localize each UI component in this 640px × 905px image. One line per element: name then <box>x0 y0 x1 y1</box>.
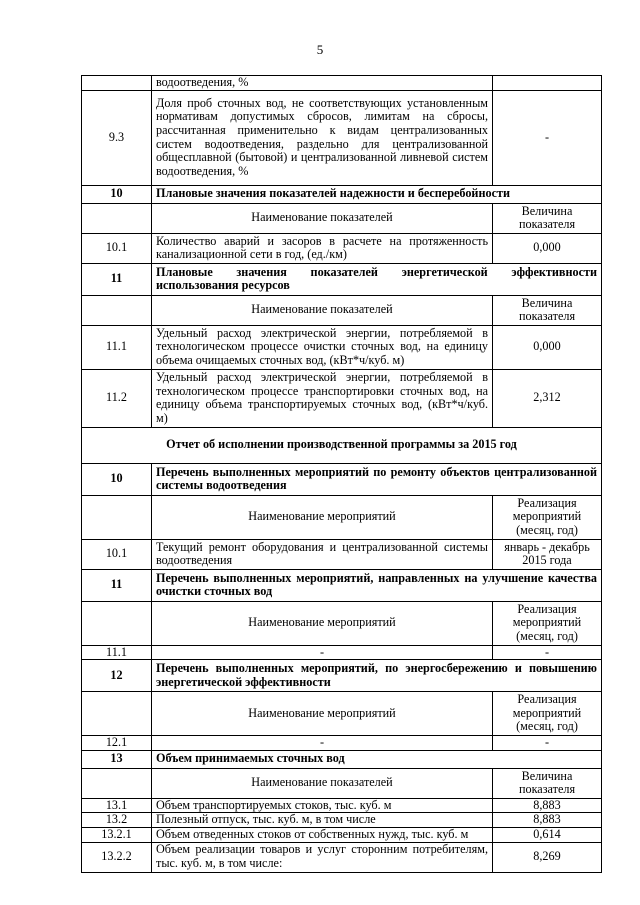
row-number: 11.1 <box>82 645 152 660</box>
page-number: 5 <box>316 42 324 57</box>
indicator-name: водоотведения, % <box>152 76 493 91</box>
header-value: Реализация мероприятий (месяц, год) <box>493 495 602 539</box>
row-number: 10.1 <box>82 233 152 263</box>
row-number: 13.2.1 <box>82 827 152 842</box>
section-row <box>82 263 602 295</box>
indicator-name: Объем транспортируемых стоков, тыс. куб. м <box>152 798 493 813</box>
row-number: 13.2 <box>82 813 152 828</box>
section-title-text: Перечень выполненных мероприятий, направленных на улучшение качества очистки сточных вод <box>156 570 597 599</box>
table-row <box>82 645 602 660</box>
section-title <box>152 660 602 692</box>
header-row <box>82 768 602 798</box>
section-title-text: Перечень выполненных мероприятий, по энергосбережению и повышению энергетической эффективности <box>156 661 597 689</box>
section-row <box>82 750 602 768</box>
program-table <box>81 75 602 873</box>
row-number: 11.1 <box>82 325 152 369</box>
activity-period: - <box>493 645 602 660</box>
activity-name: - <box>152 736 493 751</box>
header-name: Наименование показателей <box>152 295 493 325</box>
header-row <box>82 295 602 325</box>
table-row <box>82 813 602 828</box>
header-value: Величина показателя <box>493 203 602 233</box>
section-row <box>82 660 602 692</box>
header-value: Величина показателя <box>493 295 602 325</box>
header-row <box>82 203 602 233</box>
header-blank <box>82 768 152 798</box>
row-number: 13.1 <box>82 798 152 813</box>
header-blank <box>82 692 152 736</box>
indicator-name: Полезный отпуск, тыс. куб. м, в том числе <box>152 813 493 828</box>
table-row <box>82 76 602 91</box>
section-title: Объем принимаемых сточных вод <box>152 750 602 768</box>
header-blank <box>82 495 152 539</box>
indicator-value: 8,883 <box>493 813 602 828</box>
section-title <box>152 263 602 295</box>
section-number: 11 <box>82 569 152 601</box>
row-number: 11.2 <box>82 369 152 427</box>
section-number: 13 <box>82 750 152 768</box>
section-number: 12 <box>82 660 152 692</box>
header-name: Наименование мероприятий <box>152 495 493 539</box>
activity-name: Текущий ремонт оборудования и централизованной системы водоотведения <box>152 539 493 569</box>
indicator-value: 8,883 <box>493 798 602 813</box>
table-row <box>82 233 602 263</box>
table-row <box>82 798 602 813</box>
header-name: Наименование мероприятий <box>152 601 493 645</box>
indicator-value <box>493 76 602 91</box>
header-row <box>82 495 602 539</box>
header-value: Реализация мероприятий (месяц, год) <box>493 692 602 736</box>
indicator-name: Объем реализации товаров и услуг сторонним потребителям, тыс. куб. м, в том числе: <box>152 842 493 872</box>
section-number: 10 <box>82 185 152 203</box>
section-number: 10 <box>82 463 152 495</box>
header-value: Величина показателя <box>493 768 602 798</box>
indicator-value: 8,269 <box>493 842 602 872</box>
indicator-value: 0,000 <box>493 325 602 369</box>
row-number <box>82 76 152 91</box>
indicator-name: Удельный расход электрической энергии, потребляемой в технологическом процессе очистки сточных вод, на единицу объема очищаемых сточных вод, (кВт*ч/куб. м) <box>152 325 493 369</box>
section-title-text: Перечень выполненных мероприятий по ремонту объектов централизованной системы водоотведения <box>156 464 597 493</box>
section-number: 11 <box>82 263 152 295</box>
indicator-name: Объем отведенных стоков от собственных нужд, тыс. куб. м <box>152 827 493 842</box>
report-title: Отчет об исполнении производственной программы за 2015 год <box>82 427 602 463</box>
row-number: 13.2.2 <box>82 842 152 872</box>
section-title-text: Плановые значения показателей энергетической эффективности использования ресурсов <box>156 264 597 293</box>
header-name: Наименование мероприятий <box>152 692 493 736</box>
activity-period: - <box>493 736 602 751</box>
indicator-name: Удельный расход электрической энергии, потребляемой в технологическом процессе транспортировки сточных вод, на единицу объема транспортируемых сточных вод, (кВт*ч/куб. м) <box>152 369 493 427</box>
section-row <box>82 463 602 495</box>
header-name: Наименование показателей <box>152 203 493 233</box>
section-title <box>152 463 602 495</box>
table-row <box>82 736 602 751</box>
header-blank <box>82 203 152 233</box>
activity-name: - <box>152 645 493 660</box>
row-number: 9.3 <box>82 90 152 185</box>
section-title: Плановые значения показателей надежности и бесперебойности <box>152 185 602 203</box>
indicator-value: 0,614 <box>493 827 602 842</box>
section-row <box>82 185 602 203</box>
indicator-value: - <box>493 90 602 185</box>
indicator-name: Количество аварий и засоров в расчете на протяженность канализационной сети в год, (ед./км) <box>152 233 493 263</box>
activity-period: январь - декабрь 2015 года <box>493 539 602 569</box>
header-row <box>82 601 602 645</box>
section-row <box>82 569 602 601</box>
table-row <box>82 325 602 369</box>
header-value: Реализация мероприятий (месяц, год) <box>493 601 602 645</box>
table-row <box>82 827 602 842</box>
header-blank <box>82 295 152 325</box>
indicator-value: 0,000 <box>493 233 602 263</box>
row-number: 10.1 <box>82 539 152 569</box>
report-row <box>82 427 602 463</box>
row-number: 12.1 <box>82 736 152 751</box>
header-blank <box>82 601 152 645</box>
indicator-value: 2,312 <box>493 369 602 427</box>
header-name: Наименование показателей <box>152 768 493 798</box>
table-row <box>82 539 602 569</box>
section-title <box>152 569 602 601</box>
indicator-name: Доля проб сточных вод, не соответствующих установленным нормативам допустимых сбросов, лимитам на сбросы, рассчитанная применительно к видам централизованных систем водоотведения, раздельно для централизованной общесплавной (бытовой) и централизованной ливневой систем водоотведения, % <box>152 90 493 185</box>
header-row <box>82 692 602 736</box>
table-row <box>82 369 602 427</box>
table-row <box>82 90 602 185</box>
table-row <box>82 842 602 872</box>
